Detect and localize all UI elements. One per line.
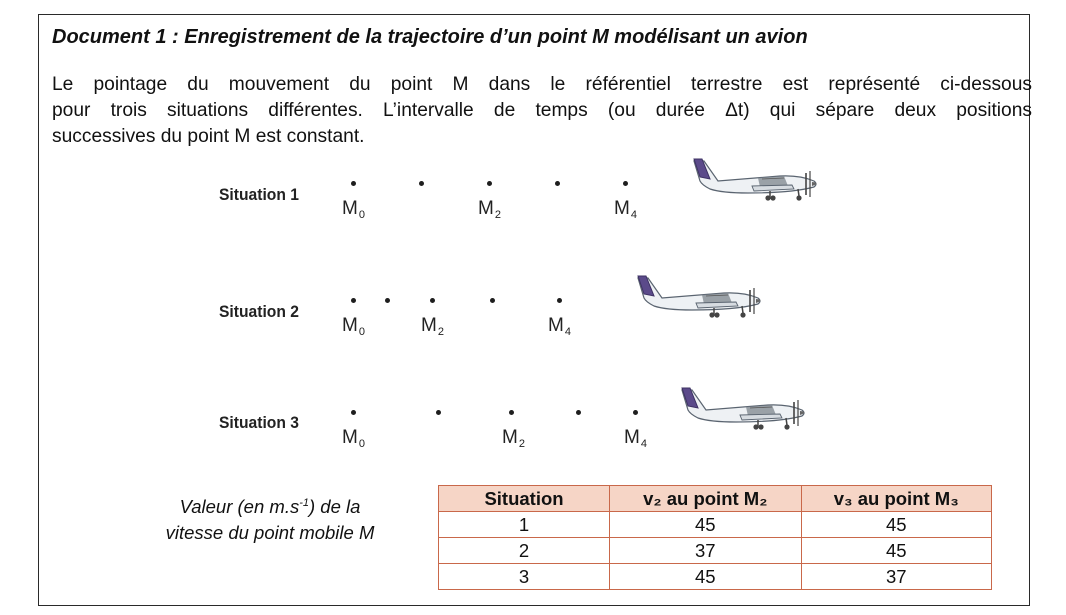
unit-exponent: -1 <box>299 497 309 509</box>
caption-line-1: Valeur (en $m.s^{-1}$) de la <box>179 496 361 517</box>
point-label-m2: $M_2$ <box>421 315 444 338</box>
trajectory-point <box>436 410 441 415</box>
trajectory-point <box>487 181 492 186</box>
intro-line-2: pour trois situations différentes. L’intervalle de temps (ou durée Δt) qui sépare deux positions <box>52 100 1032 121</box>
trajectory-point <box>557 298 562 303</box>
column-header-situation: Situation <box>439 486 610 512</box>
situation-2-label: Situation 2 <box>219 302 299 321</box>
situation-3-label: Situation 3 <box>219 413 299 432</box>
column-header-v3: v₃ au point M₃ <box>801 486 992 512</box>
table-header-row <box>439 486 992 512</box>
point-label-m0: $M_0$ <box>342 315 365 338</box>
trajectory-point <box>351 410 356 415</box>
trajectory-point <box>490 298 495 303</box>
situation-1-label: Situation 1 <box>219 185 299 204</box>
point-label-m4: $M_4$ <box>624 427 647 450</box>
table-cell: 45 <box>801 512 992 538</box>
table-cell: 45 <box>610 564 801 590</box>
table-row <box>439 564 992 590</box>
table-cell: 45 <box>801 538 992 564</box>
table-cell: 45 <box>610 512 801 538</box>
trajectory-point <box>385 298 390 303</box>
intro-paragraph <box>52 72 1032 150</box>
trajectory-point <box>576 410 581 415</box>
trajectory-point <box>623 181 628 186</box>
airplane-icon <box>632 272 768 322</box>
intro-line-3: successives du point M est constant. <box>52 126 365 147</box>
point-label-m2: $M_2$ <box>502 427 525 450</box>
table-cell: 3 <box>439 564 610 590</box>
airplane-icon <box>688 155 824 205</box>
table-cell: 1 <box>439 512 610 538</box>
speed-table <box>438 485 992 590</box>
intro-line-1: Le pointage du mouvement du point M dans le référentiel terrestre est représenté ci-dessous <box>52 74 1032 95</box>
point-label-m4: $M_4$ <box>614 198 637 221</box>
trajectory-point <box>430 298 435 303</box>
point-label-m0: $M_0$ <box>342 198 365 221</box>
point-label-m0: $M_0$ <box>342 427 365 450</box>
document-title: Document 1 : Enregistrement de la trajectoire d’un point M modélisant un avion <box>52 26 808 48</box>
trajectory-point <box>351 298 356 303</box>
trajectory-point <box>509 410 514 415</box>
point-label-m4: $M_4$ <box>548 315 571 338</box>
table-cell: 37 <box>610 538 801 564</box>
trajectory-point <box>351 181 356 186</box>
caption-line-2: vitesse du point mobile M <box>165 522 375 543</box>
table-cell: 37 <box>801 564 992 590</box>
point-label-m2: $M_2$ <box>478 198 501 221</box>
trajectory-point <box>555 181 560 186</box>
table-row <box>439 512 992 538</box>
table-cell: 2 <box>439 538 610 564</box>
speed-caption <box>120 490 420 546</box>
trajectory-point <box>419 181 424 186</box>
trajectory-point <box>633 410 638 415</box>
airplane-icon <box>676 384 812 434</box>
column-header-v2: v₂ au point M₂ <box>610 486 801 512</box>
table-row <box>439 538 992 564</box>
